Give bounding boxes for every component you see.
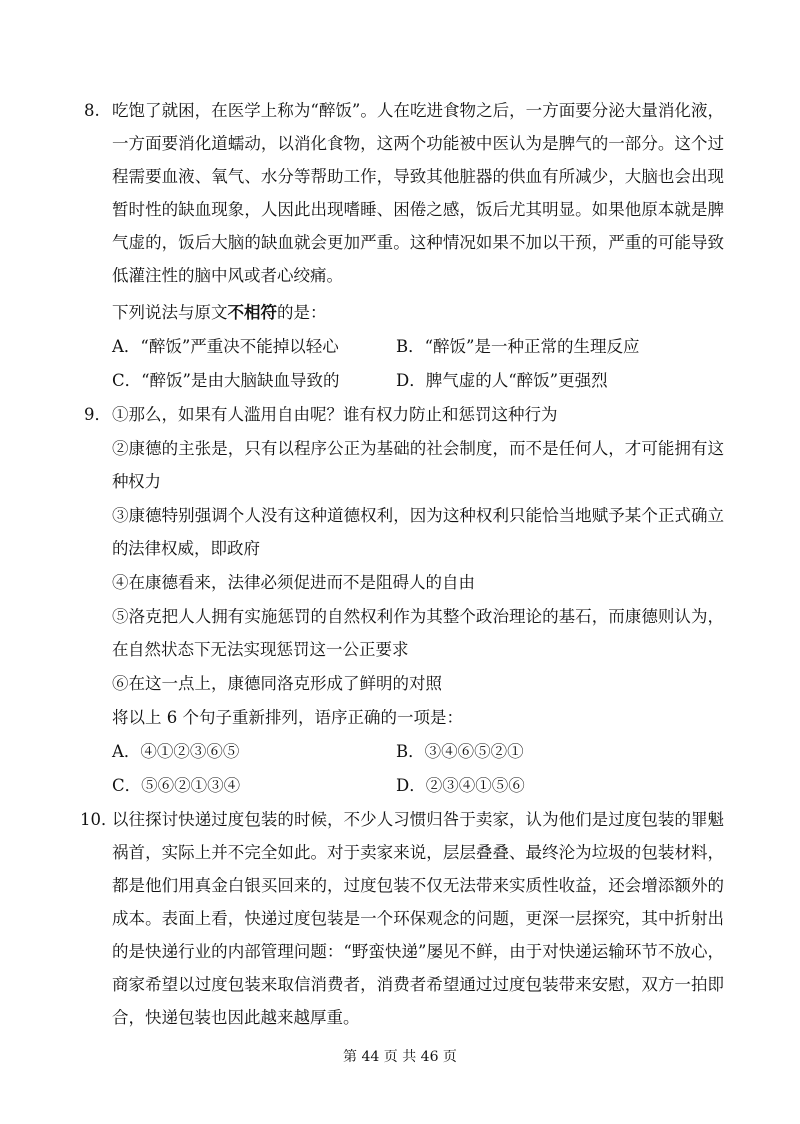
question-9-sentence-2-cont: 权力 <box>128 472 161 491</box>
question-8-option-a: A．“醉饭”严重决不能掉以轻心 <box>112 337 339 356</box>
question-9-option-a: A．④①②③⑥⑤ <box>112 742 240 761</box>
question-9-option-d: D．②③④①⑤⑥ <box>396 776 525 795</box>
question-9-sentence-5: ⑤洛克把人人拥有实施惩罚的自然权利作为其整个政治理论的基石，而康德则认为，在 <box>112 607 724 659</box>
question-9-sentence-4: ④在康德看来，法律必须促进而不是阻碍人的自由 <box>112 573 475 592</box>
question-8-passage: 吃饱了就困，在医学上称为“醉饭”。人在吃进食物之后，一方面要分泌大量消化液，一方面要消化道蠕动，以消化食物，这两个功能被中医认为是脾气的一部分。这个过程需要血液、氧气、水分等帮助工作，导致其他脏器的供血有所减少，大脑也会出现暂时性的缺血现象，人因此出现嗜睡、困倦之感，饭后尤其明显。如果他原本就是脾气虚的，饭后大脑的缺血就会更加严重。这种情况如果不加以干预，严重的可能导致低灌注性的脑中风或者心绞痛。 <box>112 101 724 285</box>
question-8-number: 8. <box>84 101 100 120</box>
question-9-number: 9． <box>84 405 111 424</box>
question-9-sentence-2: ②康德的主张是，只有以程序公正为基础的社会制度，而不是任何人，才可能拥有这种 <box>112 439 724 491</box>
question-9-sentence-6: ⑥在这一点上，康德同洛克形成了鲜明的对照 <box>112 674 442 693</box>
question-9-sentence-5-cont: 自然状态下无法实现惩罚这一公正要求 <box>128 640 409 659</box>
question-10-passage: 以往探讨快递过度包装的时候，不少人习惯归咎于卖家，认为他们是过度包装的罪魁祸首，实际上并不完全如此。对于卖家来说，层层叠叠、最终沦为垃圾的包装材料，都是他们用真金白银买回来的，过度包装不仅无法带来实质性收益，还会增添额外的成本。表面上看，快递过度包装是一个环保观念的问题，更深一层探究，其中折射出的是快递行业的内部管理问题：“野蛮快递”屡见不鲜，由于对快递运输环节不放心，商家希望以过度包装来取信消费者，消费者希望通过过度包装带来安慰，双方一拍即合，快递包装也因此越来越厚重。 <box>112 810 724 1027</box>
page-footer: 第 44 页 共 46 页 <box>343 1049 457 1065</box>
question-8-option-c: C．“醉饭”是由大脑缺血导致的 <box>112 371 340 390</box>
question-10-number: 10． <box>80 810 118 829</box>
question-9-option-b: B．③④⑥⑤②① <box>396 742 524 761</box>
question-9-option-c: C．⑤⑥②①③④ <box>112 776 241 795</box>
question-9-sentence-1: ①那么，如果有人滥用自由呢？谁有权力防止和惩罚这种行为 <box>112 405 558 424</box>
question-9-sentence-3-cont: 法律权威，即政府 <box>128 539 260 558</box>
question-8-option-b: B．“醉饭”是一种正常的生理反应 <box>396 337 640 356</box>
question-8-prompt: 下列说法与原文不相符的是： <box>112 303 327 322</box>
question-8-option-d: D．脾气虚的人“醉饭”更强烈 <box>396 371 608 390</box>
question-9-prompt: 将以上 6 个句子重新排列，语序正确的一项是： <box>112 708 463 727</box>
question-9-sentence-3: ③康德特别强调个人没有这种道德权利，因为这种权利只能恰当地赋予某个正式确立的 <box>112 506 724 558</box>
